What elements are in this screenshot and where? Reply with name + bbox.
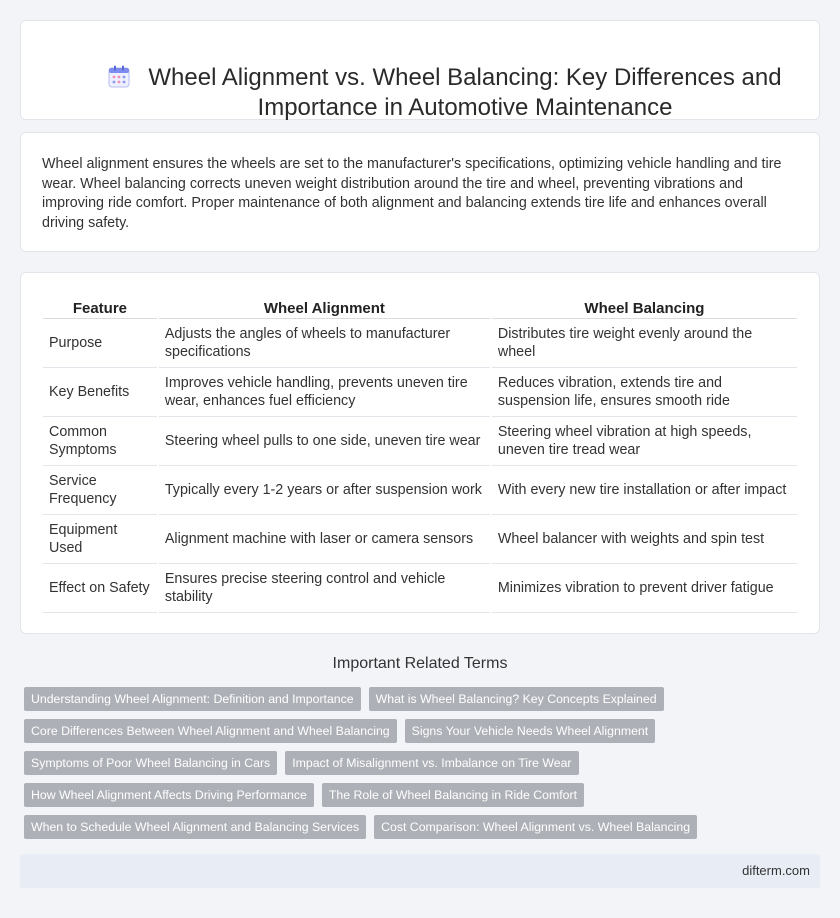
related-term-link[interactable]: Understanding Wheel Alignment: Definition and Importance — [24, 687, 361, 711]
feature-cell: Equipment Used — [43, 515, 157, 564]
table-row — [43, 319, 797, 368]
related-terms-list — [24, 687, 814, 847]
feature-cell: Purpose — [43, 319, 157, 368]
related-term-link[interactable]: When to Schedule Wheel Alignment and Balancing Services — [24, 815, 366, 839]
balancing-cell: Distributes tire weight evenly around the wheel — [492, 319, 797, 368]
balancing-cell: With every new tire installation or after impact — [492, 466, 797, 515]
feature-cell: Common Symptoms — [43, 417, 157, 466]
balancing-cell: Steering wheel vibration at high speeds, uneven tire tread wear — [492, 417, 797, 466]
feature-cell: Key Benefits — [43, 368, 157, 417]
alignment-cell: Steering wheel pulls to one side, uneven tire wear — [159, 417, 490, 466]
tag-row — [24, 815, 814, 847]
table-row — [43, 368, 797, 417]
feature-cell: Effect on Safety — [43, 564, 157, 613]
calendar-icon — [108, 65, 130, 89]
column-header-wheel-balancing: Wheel Balancing — [492, 295, 797, 319]
intro-card — [20, 132, 820, 252]
related-term-link[interactable]: Core Differences Between Wheel Alignment and Wheel Balancing — [24, 719, 397, 743]
related-term-link[interactable]: Signs Your Vehicle Needs Wheel Alignment — [405, 719, 656, 743]
alignment-cell: Adjusts the angles of wheels to manufacturer specifications — [159, 319, 490, 368]
title-card — [20, 20, 820, 120]
footer — [20, 854, 820, 888]
footer-site-link[interactable]: difterm.com — [742, 863, 810, 878]
table-row — [43, 564, 797, 613]
tag-row — [24, 687, 814, 719]
page-title: Wheel Alignment vs. Wheel Balancing: Key Differences and Importance in Automotive Maintenance — [148, 64, 782, 121]
alignment-cell: Typically every 1-2 years or after suspension work — [159, 466, 490, 515]
table-row — [43, 466, 797, 515]
balancing-cell: Reduces vibration, extends tire and suspension life, ensures smooth ride — [492, 368, 797, 417]
related-term-link[interactable]: Symptoms of Poor Wheel Balancing in Cars — [24, 751, 277, 775]
tag-row — [24, 751, 814, 783]
comparison-table-card — [20, 272, 820, 634]
alignment-cell: Ensures precise steering control and vehicle stability — [159, 564, 490, 613]
related-term-link[interactable]: What is Wheel Balancing? Key Concepts Explained — [369, 687, 664, 711]
related-term-link[interactable]: Impact of Misalignment vs. Imbalance on Tire Wear — [285, 751, 578, 775]
table-row — [43, 417, 797, 466]
balancing-cell: Wheel balancer with weights and spin test — [492, 515, 797, 564]
intro-paragraph: Wheel alignment ensures the wheels are set to the manufacturer's specifications, optimizing vehicle handling and tire wear. Wheel balancing corrects uneven weight distribution around the tire and wheel, preventing vibrations and improving ride comfort. Proper maintenance of both alignment and balancing extends tire life and enhances overall driving safety. — [42, 156, 782, 231]
related-term-link[interactable]: Cost Comparison: Wheel Alignment vs. Wheel Balancing — [374, 815, 697, 839]
feature-cell: Service Frequency — [43, 466, 157, 515]
balancing-cell: Minimizes vibration to prevent driver fatigue — [492, 564, 797, 613]
tag-row — [24, 719, 814, 751]
comparison-table — [41, 295, 799, 613]
alignment-cell: Alignment machine with laser or camera sensors — [159, 515, 490, 564]
related-terms-heading: Important Related Terms — [332, 655, 508, 672]
table-header-row — [43, 295, 797, 319]
column-header-wheel-alignment: Wheel Alignment — [159, 295, 490, 319]
table-row — [43, 515, 797, 564]
related-term-link[interactable]: The Role of Wheel Balancing in Ride Comfort — [322, 783, 584, 807]
column-header-feature: Feature — [43, 295, 157, 319]
related-term-link[interactable]: How Wheel Alignment Affects Driving Performance — [24, 783, 314, 807]
alignment-cell: Improves vehicle handling, prevents uneven tire wear, enhances fuel efficiency — [159, 368, 490, 417]
tag-row — [24, 783, 814, 815]
